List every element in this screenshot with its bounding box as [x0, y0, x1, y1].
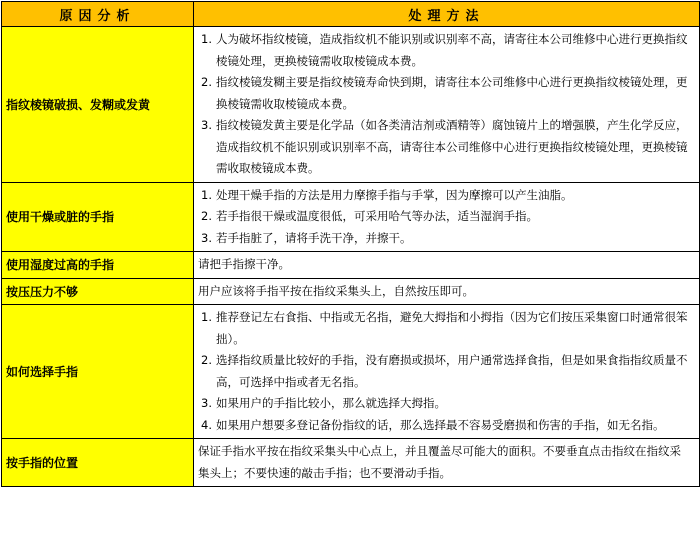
item-number: 2.: [201, 209, 212, 223]
list-item: [198, 115, 691, 180]
method-cell: 请把手指擦干净。: [194, 252, 700, 279]
item-number: 3.: [201, 230, 212, 245]
table-row: [2, 439, 700, 487]
item-text: 推荐登记左右食指、中指或无名指，避免大拇指和小拇指（因为它们按压采集窗口时通常很笨拙）。: [216, 310, 688, 346]
cause-cell: 指纹棱镜破损、发糊或发黄: [2, 27, 194, 183]
table-row: [2, 252, 700, 279]
table-row: [2, 305, 700, 439]
troubleshooting-table: [1, 1, 700, 487]
list-item: [198, 206, 691, 228]
item-number: 1.: [201, 310, 212, 324]
table-row: [2, 278, 700, 305]
header-row: [2, 2, 700, 27]
item-text: 如果用户想要多登记备份指纹的话，那么选择最不容易受磨损和伤害的手指，如无名指。: [216, 417, 665, 432]
item-number: 3.: [201, 118, 212, 132]
item-number: 2.: [201, 353, 212, 367]
header-cause: 原因分析: [2, 2, 194, 27]
item-number: 1.: [201, 187, 212, 202]
method-cell: 保证手指水平按在指纹采集头中心点上，并且覆盖尽可能大的面积。不要垂直点击指纹在指纹采集头上；不要快速的敲击手指；也不要滑动手指。: [194, 439, 700, 487]
list-item: [198, 72, 691, 115]
list-item: [198, 415, 691, 437]
table-row: [2, 182, 700, 252]
item-number: 4.: [201, 417, 212, 432]
item-text: 选择指纹质量比较好的手指，没有磨损或损坏，用户通常选择食指，但是如果食指指纹质量不高，可选择中指或者无名指。: [216, 353, 688, 389]
method-list: [198, 185, 691, 250]
cause-cell: 按手指的位置: [2, 439, 194, 487]
item-text: 若手指脏了，请将手洗干净，并擦干。: [216, 230, 412, 245]
method-list: [198, 29, 691, 180]
list-item: [198, 350, 691, 393]
list-item: [198, 185, 691, 207]
method-cell: [194, 182, 700, 252]
item-number: 1.: [201, 32, 212, 46]
item-text: 指纹棱镜发糊主要是指纹棱镜寿命快到期，请寄往本公司维修中心进行更换指纹棱镜处理，更换棱镜需收取棱镜成本费。: [216, 75, 688, 111]
header-method: 处理方法: [194, 2, 700, 27]
list-item: [198, 29, 691, 72]
method-cell: 用户应该将手指平按在指纹采集头上，自然按压即可。: [194, 278, 700, 305]
item-number: 3.: [201, 396, 212, 410]
method-list: [198, 307, 691, 436]
item-text: 如果用户的手指比较小，那么就选择大拇指。: [216, 396, 446, 410]
table-row: [2, 27, 700, 183]
item-text: 处理干燥手指的方法是用力摩擦手指与手掌，因为摩擦可以产生油脂。: [216, 187, 573, 202]
cause-cell: 按压压力不够: [2, 278, 194, 305]
method-cell: [194, 305, 700, 439]
list-item: [198, 307, 691, 350]
cause-cell: 如何选择手指: [2, 305, 194, 439]
item-text: 若手指很干燥或温度很低，可采用哈气等办法，适当湿润手指。: [216, 209, 538, 223]
item-text: 指纹棱镜发黄主要是化学品（如各类清洁剂或酒精等）腐蚀镜片上的增强膜，产生化学反应，造成指纹机不能识别或识别率不高，请寄往本公司维修中心进行更换指纹棱镜处理，更换棱镜需收取棱镜成本费。: [216, 118, 688, 175]
list-item: [198, 393, 691, 415]
item-text: 人为破坏指纹棱镜，造成指纹机不能识别或识别率不高，请寄往本公司维修中心进行更换指纹棱镜处理，更换棱镜需收取棱镜成本费。: [216, 32, 688, 68]
cause-cell: 使用干燥或脏的手指: [2, 182, 194, 252]
list-item: [198, 228, 691, 250]
method-cell: [194, 27, 700, 183]
cause-cell: 使用湿度过高的手指: [2, 252, 194, 279]
item-number: 2.: [201, 75, 212, 89]
